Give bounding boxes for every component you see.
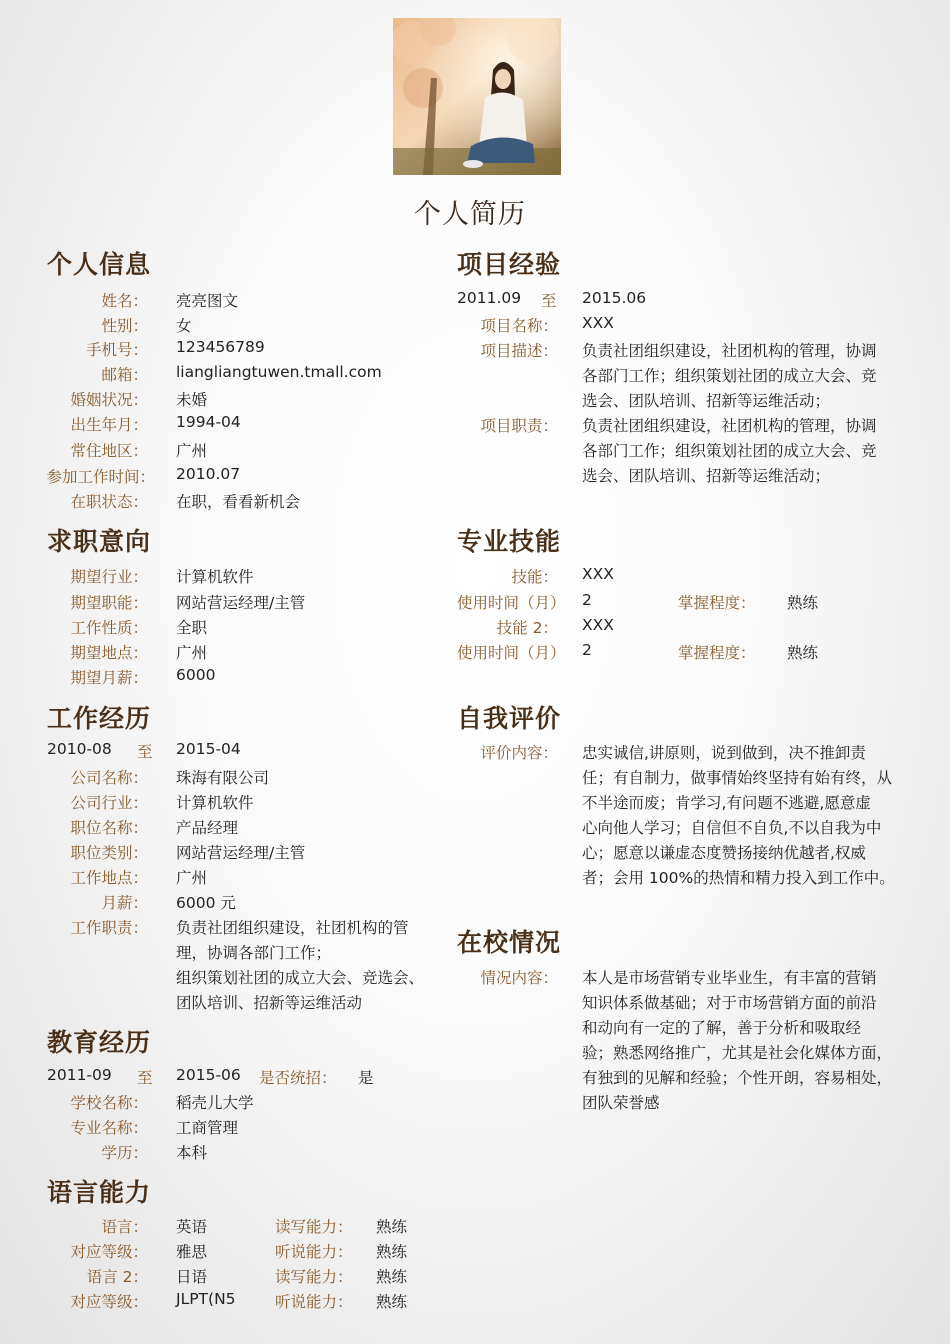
edu-start-date: 2011-09	[47, 1066, 112, 1084]
field-label: 对应等级：	[70, 1293, 148, 1311]
field-label: 是否统招：	[259, 1069, 337, 1087]
field-label: 在职状态：	[70, 493, 148, 511]
field-label: 工作职责：	[70, 919, 148, 937]
date-separator: 至	[137, 1069, 153, 1087]
field-value: 2	[582, 591, 592, 609]
field-label: 对应等级：	[70, 1243, 148, 1261]
field-value: 6000 元	[176, 894, 236, 912]
eval-line: 心；愿意以谦虚态度赞扬接纳优越者,权威	[582, 844, 866, 862]
field-value: 计算机软件	[176, 568, 254, 586]
field-value: 熟练	[376, 1293, 408, 1311]
field-label: 听说能力：	[275, 1293, 353, 1311]
marital-value: 未婚	[176, 391, 208, 409]
personal-info-heading: 个人信息	[47, 250, 152, 279]
field-value: 熟练	[376, 1243, 408, 1261]
field-label: 掌握程度：	[678, 644, 756, 662]
phone-value: 123456789	[176, 338, 265, 356]
field-label: 期望行业：	[70, 568, 148, 586]
date-separator: 至	[541, 292, 557, 310]
field-label: 职位名称：	[70, 819, 148, 837]
field-label: 专业名称：	[70, 1119, 148, 1137]
field-value: 产品经理	[176, 819, 239, 837]
skills-heading: 专业技能	[457, 527, 562, 556]
campus-line: 知识体系做基础；对于市场营销方面的前沿	[582, 994, 877, 1012]
field-value: 英语	[176, 1218, 208, 1236]
field-label: 使用时间（月）	[457, 644, 566, 662]
field-label: 工作地点：	[70, 869, 148, 887]
profile-photo	[393, 18, 561, 175]
field-value: 稻壳儿大学	[176, 1094, 254, 1112]
field-label: 听说能力：	[275, 1243, 353, 1261]
job-intent-heading: 求职意向	[47, 527, 152, 556]
work-end-date: 2015-04	[176, 740, 241, 758]
field-value: 日语	[176, 1268, 208, 1286]
field-label: 情况内容：	[480, 969, 558, 987]
edu-end-date: 2015-06	[176, 1066, 241, 1084]
field-label: 公司名称：	[70, 769, 148, 787]
field-label: 读写能力：	[275, 1218, 353, 1236]
field-label: 语言：	[101, 1218, 148, 1236]
work-start-value: 2010.07	[176, 465, 241, 483]
project-experience-heading: 项目经验	[457, 250, 562, 279]
field-label: 出生年月：	[70, 416, 148, 434]
duty-line: 负责社团组织建设，社团机构的管理，协调	[582, 417, 877, 435]
field-label: 期望职能：	[70, 594, 148, 612]
field-label: 技能 2：	[496, 619, 558, 637]
field-value: JLPT(N5	[176, 1290, 236, 1308]
field-value: 网站营运经理/主管	[176, 844, 306, 862]
campus-line: 和动向有一定的了解，善于分析和吸取经	[582, 1019, 862, 1037]
field-label: 工作性质：	[70, 619, 148, 637]
project-start-date: 2011.09	[457, 289, 522, 307]
field-label: 读写能力：	[275, 1268, 353, 1286]
field-label: 公司行业：	[70, 794, 148, 812]
field-value: 本科	[176, 1144, 208, 1162]
campus-line: 本人是市场营销专业毕业生，有丰富的营销	[582, 969, 877, 987]
field-label: 性别：	[101, 317, 148, 335]
page-title: 个人简历	[414, 199, 526, 230]
field-label: 邮箱：	[101, 366, 148, 384]
desc-line: 各部门工作；组织策划社团的成立大会、竞	[582, 367, 877, 385]
field-label: 手机号：	[85, 341, 148, 359]
field-value: XXX	[582, 565, 614, 583]
field-value: 全职	[176, 619, 208, 637]
duty-line: 理，协调各部门工作；	[176, 944, 332, 962]
field-label: 婚姻状况：	[70, 391, 148, 409]
date-separator: 至	[137, 743, 153, 761]
campus-line: 有独到的见解和经验；个性开朗，容易相处，	[582, 1069, 893, 1087]
field-label: 掌握程度：	[678, 594, 756, 612]
gender-value: 女	[176, 317, 192, 335]
field-value: 广州	[176, 644, 208, 662]
field-label: 语言 2：	[86, 1268, 148, 1286]
duty-line: 组织策划社团的成立大会、竞选会、	[176, 969, 425, 987]
field-value: XXX	[582, 616, 614, 634]
field-label: 项目名称：	[480, 317, 558, 335]
field-label: 期望地点：	[70, 644, 148, 662]
residence-value: 广州	[176, 442, 208, 460]
field-label: 学历：	[101, 1144, 148, 1162]
field-value: 熟练	[376, 1268, 408, 1286]
field-value: 熟练	[787, 644, 819, 662]
field-label: 项目描述：	[480, 342, 558, 360]
field-value: 网站营运经理/主管	[176, 594, 306, 612]
campus-heading: 在校情况	[457, 928, 562, 957]
field-value: 6000	[176, 666, 216, 684]
campus-line: 验；熟悉网络推广，尤其是社会化媒体方面，	[582, 1044, 893, 1062]
field-label: 姓名：	[101, 292, 148, 310]
field-value: 熟练	[376, 1218, 408, 1236]
birth-value: 1994-04	[176, 413, 241, 431]
name-value: 亮亮图文	[176, 292, 239, 310]
duty-line: 负责社团组织建设，社团机构的管	[176, 919, 409, 937]
duty-line: 选会、团队培训、招新等运维活动；	[582, 467, 831, 485]
eval-line: 任；有自制力，做事情始终坚持有始有终，从	[582, 769, 893, 787]
field-value: 广州	[176, 869, 208, 887]
field-value: 是	[358, 1069, 374, 1087]
desc-line: 选会、团队培训、招新等运维活动；	[582, 392, 831, 410]
status-value: 在职，看看新机会	[176, 493, 301, 511]
campus-line: 团队荣誉感	[582, 1094, 660, 1112]
eval-line: 忠实诚信,讲原则，说到做到，决不推卸责	[582, 744, 866, 762]
project-end-date: 2015.06	[582, 289, 647, 307]
field-value: 雅思	[176, 1243, 208, 1261]
field-label: 常住地区：	[70, 442, 148, 460]
field-value: 熟练	[787, 594, 819, 612]
field-label: 技能：	[511, 568, 558, 586]
field-label: 评价内容：	[480, 744, 558, 762]
field-label: 使用时间（月）	[457, 594, 566, 612]
field-label: 月薪：	[101, 894, 148, 912]
field-value: XXX	[582, 314, 614, 332]
field-value: 2	[582, 641, 592, 659]
eval-line: 心向他人学习；自信但不自负,不以自我为中	[582, 819, 882, 837]
field-label: 项目职责：	[480, 417, 558, 435]
field-value: 工商管理	[176, 1119, 239, 1137]
eval-line: 不半途而废；肯学习,有问题不逃避,愿意虚	[582, 794, 871, 812]
eval-line: 者；会用 100%的热情和精力投入到工作中。	[582, 869, 895, 887]
field-value: 计算机软件	[176, 794, 254, 812]
education-heading: 教育经历	[47, 1028, 152, 1057]
self-evaluation-heading: 自我评价	[457, 704, 562, 733]
field-label: 学校名称：	[70, 1094, 148, 1112]
field-label: 参加工作时间：	[46, 468, 155, 486]
field-label: 职位类别：	[70, 844, 148, 862]
duty-line: 各部门工作；组织策划社团的成立大会、竞	[582, 442, 877, 460]
work-start-date: 2010-08	[47, 740, 112, 758]
field-value: 珠海有限公司	[176, 769, 270, 787]
work-experience-heading: 工作经历	[47, 704, 152, 733]
field-label: 期望月薪：	[70, 669, 148, 687]
language-heading: 语言能力	[47, 1178, 152, 1207]
desc-line: 负责社团组织建设，社团机构的管理，协调	[582, 342, 877, 360]
duty-line: 团队培训、招新等运维活动	[176, 994, 363, 1012]
email-value: liangliangtuwen.tmall.com	[176, 363, 382, 381]
